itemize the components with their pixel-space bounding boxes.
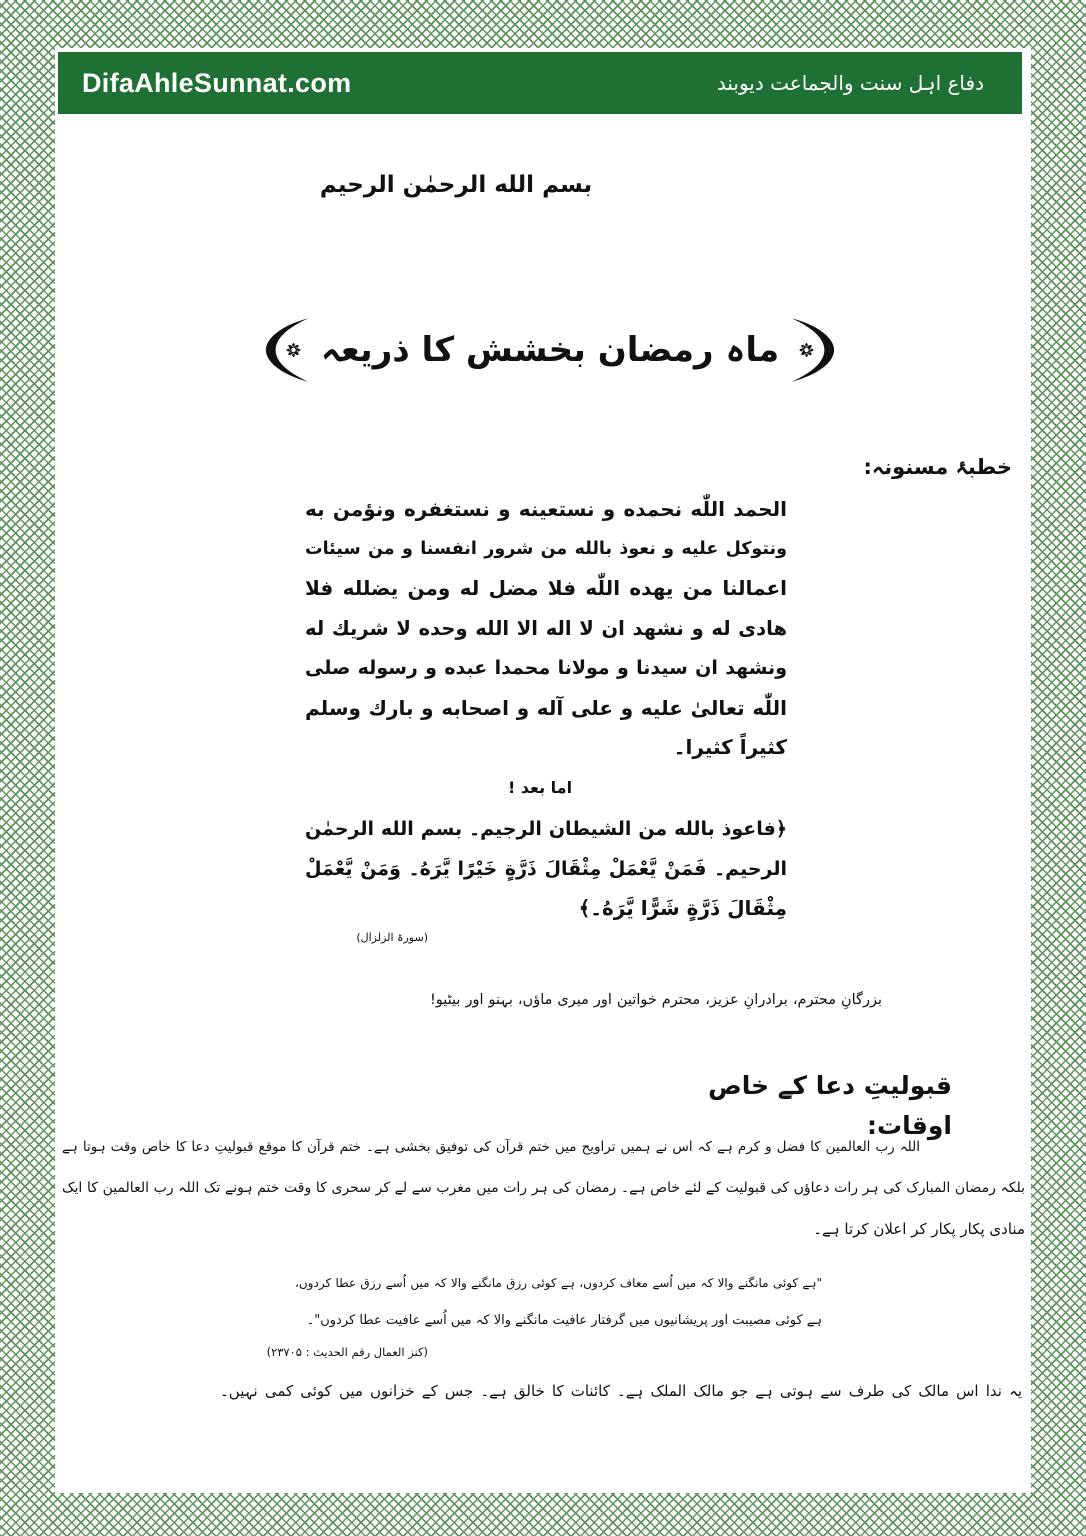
khutbah-line: اعمالنا من يهده اللّٰه فلا مضل له ومن يضلله فلا xyxy=(305,576,787,601)
site-name: DifaAhleSunnat.com xyxy=(82,68,352,98)
amma-baad: اما بعد ! xyxy=(507,778,573,797)
site-header xyxy=(58,52,1022,114)
paragraph-line: منادی پکار پکار کر اعلان کرتا ہے۔ xyxy=(813,1220,1025,1238)
closing-line: یہ ندا اس مالک کی طرف سے ہوتی ہے جو مالک الملک ہے۔ کائنات کا خالق ہے۔ جس کے خزانوں میں کوئی کمی نہیں۔ xyxy=(220,1382,1022,1400)
khutbah-text xyxy=(305,490,787,768)
audience-address: بزرگانِ محترم، برادرانِ عزیز، محترم خواتین اور میری ماؤں، بہنو اور بیٹیو! xyxy=(430,992,882,1008)
left-ornament-icon xyxy=(261,314,313,386)
site-tagline: دفاع اہل سنت والجماعت دیوبند xyxy=(716,71,984,95)
khutbah-line: ونشهد ان سيدنا و مولانا محمدا عبده و رسوله صلى xyxy=(305,656,787,679)
paragraph-line: بلکہ رمضان المبارک کی ہر رات دعاؤں کی قبولیت کے لئے خاص ہے۔ رمضان کی ہر رات میں مغرب سے لے کر سحری کا وقت ختم ہونے تک اللہ رب العالمین کا ایک xyxy=(62,1180,1025,1196)
section-heading: قبولیتِ دعا کے خاص اوقات: xyxy=(708,1071,952,1140)
khutbah-line: الحمد اللّٰه نحمده و نستعينه و نستغفره ونؤمن به xyxy=(305,497,787,521)
khutbah-line: ونتوكل عليه و نعوذ بالله من شرور انفسنا و من سيئات xyxy=(305,538,787,559)
paragraph-line: اللہ رب العالمین کا فضل و کرم ہے کہ اس نے ہمیں تراویح میں ختم قرآن کی توفیق بخشی ہے۔ ختم قرآن کا موقع قبولیتِ دعا کا خاص وقت ہوتا ہے xyxy=(62,1139,920,1155)
article-title: ماہ رمضان بخشش کا ذریعہ xyxy=(320,330,780,370)
khutbah-line: هادى له و نشهد ان لا اله الا الله وحده لا شريك له xyxy=(305,617,787,641)
khutbah-line: اللّٰه تعالىٰ عليه و على آله و اصحابه و بارك وسلم xyxy=(305,695,787,720)
right-ornament-icon xyxy=(787,314,839,386)
hadith-quote-line: ہے کوئی مصیبت اور پریشانیوں میں گرفتار عافیت مانگنے والا کہ میں اُسے عافیت عطا کردوں"۔ xyxy=(306,1313,822,1328)
hadith-reference: (کنز العمال رقم الحدیث : ۲۳۷۰۵) xyxy=(266,1345,428,1359)
quran-verse xyxy=(305,810,787,929)
verse-line: مِثْقَالَ ذَرَّةٍ شَرًّا يَّرَهُ۔﴾ xyxy=(578,896,787,920)
hadith-quote-line: "ہے کوئی مانگنے والا کہ میں اُسے معاف کردوں، ہے کوئی رزق مانگنے والا کہ میں اُسے رزق عطا کردوں، xyxy=(295,1276,822,1290)
khutbah-line: كثيراً كثيرا۔ xyxy=(673,735,787,760)
verse-line: ﴿فاعوذ بالله من الشيطان الرجيم۔ بسم الله الرحمٰن xyxy=(305,818,787,840)
khutbah-heading: خطبۂ مسنونہ: xyxy=(863,455,1012,479)
article-title-block xyxy=(290,308,810,392)
section-paragraph xyxy=(62,1127,1025,1250)
verse-reference: (سورۃ الزلزال) xyxy=(356,931,428,944)
hadith-quote xyxy=(295,1264,822,1340)
verse-line: الرحيم۔ فَمَنْ يَّعْمَلْ مِثْقَالَ ذَرَّةٍ خَيْرًا يَّرَهُ۔ وَمَنْ يَّعْمَلْ xyxy=(305,857,787,880)
bismillah: بسم الله الرحمٰن الرحيم xyxy=(319,172,593,198)
